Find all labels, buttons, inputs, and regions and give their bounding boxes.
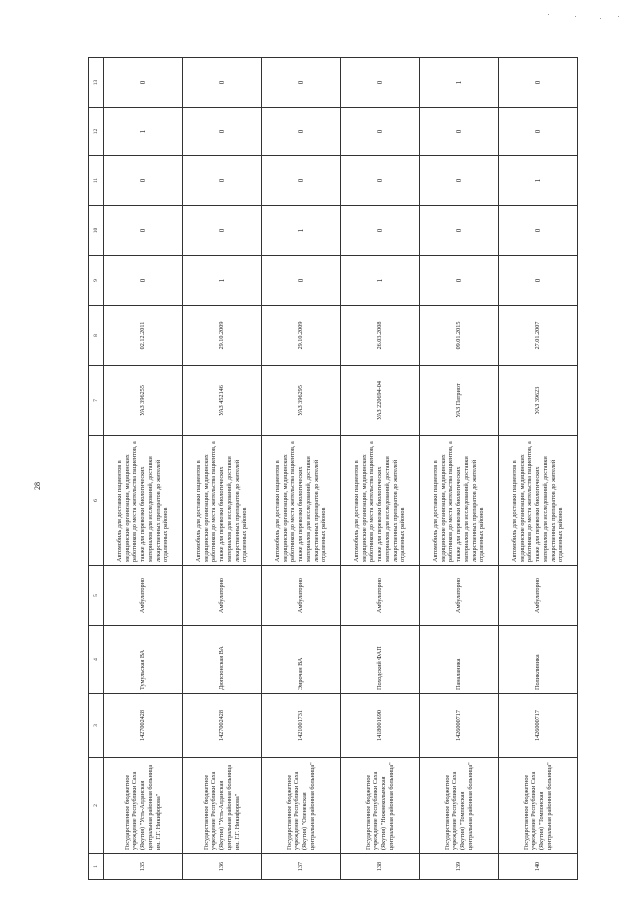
count-col-9: 0 xyxy=(420,256,499,306)
count-col-12: 0 xyxy=(499,108,578,156)
institution-code: 1427002428 xyxy=(183,694,262,758)
count-col-11: 0 xyxy=(104,156,183,206)
row-number: 140 xyxy=(499,854,578,880)
column-number: 6 xyxy=(89,436,104,566)
institution-name: Государственное бюджетное учреждение Республики Саха (Якутия) "Оленекская центральная районная больница" xyxy=(262,758,341,854)
count-col-10: 0 xyxy=(104,206,183,256)
count-col-10: 0 xyxy=(499,206,578,256)
count-col-13: 0 xyxy=(183,58,262,108)
unit-name: Поликлиника xyxy=(499,626,578,694)
count-col-13: 0 xyxy=(262,58,341,108)
institution-name: Государственное бюджетное учреждение Республики Саха (Якутия) "Томпонская центральная районная больница" xyxy=(499,758,578,854)
column-number-row xyxy=(89,58,104,880)
registration-date: 26.03.2008 xyxy=(341,306,420,366)
institution-code: 1426000717 xyxy=(420,694,499,758)
count-col-13: 0 xyxy=(341,58,420,108)
column-number: 8 xyxy=(89,306,104,366)
vehicle-purpose: Автомобиль для доставки пациентов в медицинские организации, медицинских работников до места жительства пациентов, а также для перевозки биологических материалов для исследований, доставки лекарственных препаратов до жителей отдаленных районов xyxy=(183,436,262,566)
table-row xyxy=(104,58,183,880)
row-number: 139 xyxy=(420,854,499,880)
table-row xyxy=(183,58,262,880)
column-number: 10 xyxy=(89,206,104,256)
registration-date: 02.12.2011 xyxy=(104,306,183,366)
registration-date: 29.10.2009 xyxy=(183,306,262,366)
unit-name: Тумульская ВА xyxy=(104,626,183,694)
vehicle-purpose: Автомобиль для доставки пациентов в медицинские организации, медицинских работников до места жительства пациентов, а также для перевозки биологических материалов для исследований, доставки лекарственных препаратов до жителей отдаленных районов xyxy=(420,436,499,566)
column-number: 9 xyxy=(89,256,104,306)
rotated-table-wrapper xyxy=(88,58,578,880)
vehicle-table xyxy=(88,57,578,880)
count-col-9: 0 xyxy=(499,256,578,306)
row-number: 136 xyxy=(183,854,262,880)
count-col-11: 0 xyxy=(341,156,420,206)
count-col-10: 0 xyxy=(420,206,499,256)
column-number: 3 xyxy=(89,694,104,758)
registration-date: 29.10.2009 xyxy=(262,306,341,366)
count-col-11: 1 xyxy=(499,156,578,206)
care-type: Амбулаторно xyxy=(341,566,420,626)
institution-name: Государственное бюджетное учреждение Республики Саха (Якутия) "Усть-Алданская центральная районная больница им. Г.Г. Никифорова" xyxy=(104,758,183,854)
vehicle-model: УАЗ 396295 xyxy=(262,366,341,436)
scan-speck xyxy=(575,16,576,17)
count-col-12: 0 xyxy=(262,108,341,156)
count-col-11: 0 xyxy=(183,156,262,206)
count-col-9: 1 xyxy=(341,256,420,306)
count-col-11: 0 xyxy=(262,156,341,206)
count-col-10: 1 xyxy=(262,206,341,256)
row-number: 137 xyxy=(262,854,341,880)
institution-code: 1418001690 xyxy=(341,694,420,758)
institution-code: 1427002428 xyxy=(104,694,183,758)
table-row xyxy=(420,58,499,880)
scan-speck xyxy=(618,16,619,17)
vehicle-purpose: Автомобиль для доставки пациентов в медицинские организации, медицинских работников до места жительства пациентов, а также для перевозки биологических материалов для исследований, доставки лекарственных препаратов до жителей отдаленных районов xyxy=(104,436,183,566)
count-col-13: 1 xyxy=(420,58,499,108)
vehicle-model: УАЗ 396255 xyxy=(104,366,183,436)
scan-speck xyxy=(600,18,601,19)
vehicle-model: УАЗ Патриот xyxy=(420,366,499,436)
count-col-13: 0 xyxy=(499,58,578,108)
institution-name: Государственное бюджетное учреждение Республики Саха (Якутия) "Томпонская центральная районная больница" xyxy=(420,758,499,854)
vehicle-model: УАЗ 39623 xyxy=(499,366,578,436)
institution-name: Государственное бюджетное учреждение Республики Саха (Якутия) "Нижнеколымская центральная районная больница" xyxy=(341,758,420,854)
unit-name: Эирочан ВА xyxy=(262,626,341,694)
column-number: 12 xyxy=(89,108,104,156)
count-col-9: 0 xyxy=(262,256,341,306)
count-col-13: 0 xyxy=(104,58,183,108)
institution-code: 1421001731 xyxy=(262,694,341,758)
table-row xyxy=(499,58,578,880)
count-col-12: 0 xyxy=(183,108,262,156)
care-type: Амбулаторно xyxy=(262,566,341,626)
table-row xyxy=(341,58,420,880)
care-type: Амбулаторно xyxy=(183,566,262,626)
registration-date: 27.01.2007 xyxy=(499,306,578,366)
count-col-12: 1 xyxy=(104,108,183,156)
registration-date: 09.01.2015 xyxy=(420,306,499,366)
row-number: 138 xyxy=(341,854,420,880)
page-number: 28 xyxy=(33,482,42,490)
count-col-12: 0 xyxy=(341,108,420,156)
vehicle-purpose: Автомобиль для доставки пациентов в медицинские организации, медицинских работников до места жительства пациентов, а также для перевозки биологических материалов для исследований, доставки лекарственных препаратов до жителей отдаленных районов xyxy=(262,436,341,566)
column-number: 13 xyxy=(89,58,104,108)
count-col-11: 0 xyxy=(420,156,499,206)
vehicle-purpose: Автомобиль для доставки пациентов в медицинские организации, медицинских работников до места жительства пациентов, а также для перевозки биологических материалов для исследований, доставки лекарственных препаратов до жителей отдаленных районов xyxy=(341,436,420,566)
unit-name: Паналаника xyxy=(420,626,499,694)
row-number: 135 xyxy=(104,854,183,880)
count-col-10: 0 xyxy=(341,206,420,256)
column-number: 2 xyxy=(89,758,104,854)
column-number: 1 xyxy=(89,854,104,880)
table-row xyxy=(262,58,341,880)
institution-name: Государственное бюджетное учреждение Республики Саха (Якутия) "Усть-Алданская центральная районная больница им. Г.Г. Никифорова" xyxy=(183,758,262,854)
count-col-10: 0 xyxy=(183,206,262,256)
column-number: 4 xyxy=(89,626,104,694)
scan-speck xyxy=(548,14,549,15)
count-col-12: 0 xyxy=(420,108,499,156)
column-number: 5 xyxy=(89,566,104,626)
care-type: Амбулаторно xyxy=(499,566,578,626)
count-col-9: 1 xyxy=(183,256,262,306)
unit-name: Походский ФАП xyxy=(341,626,420,694)
column-number: 11 xyxy=(89,156,104,206)
unit-name: Дюпсюнская ВА xyxy=(183,626,262,694)
vehicle-purpose: Автомобиль для доставки пациентов в медицинские организации, медицинских работников до места жительства пациентов, а также для перевозки биологических материалов для исследований, доставки лекарственных препаратов до жителей отдаленных районов xyxy=(499,436,578,566)
vehicle-model: УАЗ 220694-04 xyxy=(341,366,420,436)
institution-code: 1426000717 xyxy=(499,694,578,758)
column-number: 7 xyxy=(89,366,104,436)
care-type: Амбулаторно xyxy=(104,566,183,626)
vehicle-model: УАЗ 452146 xyxy=(183,366,262,436)
care-type: Амбулаторно xyxy=(420,566,499,626)
count-col-9: 0 xyxy=(104,256,183,306)
